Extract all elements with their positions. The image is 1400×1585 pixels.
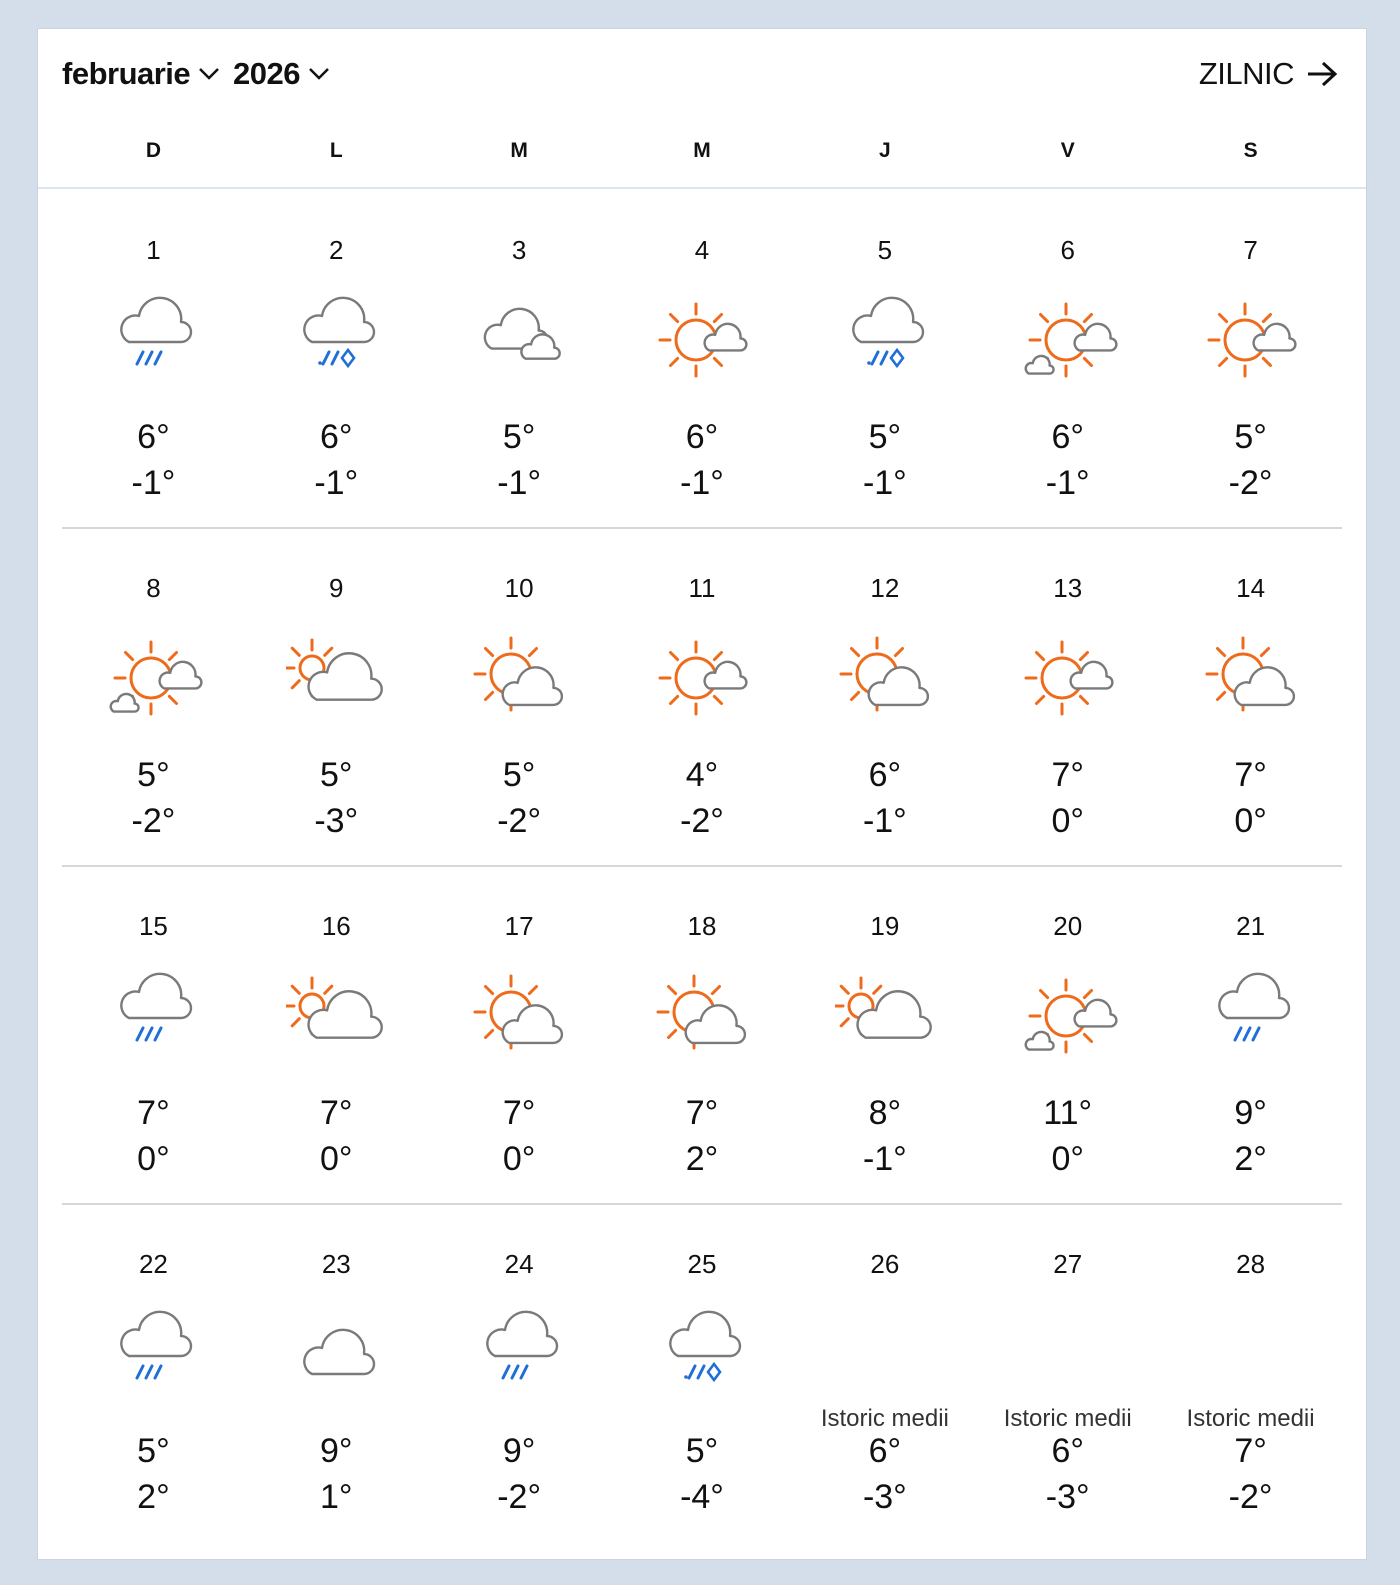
historical-average-label: Istoric medii: [820, 1405, 949, 1432]
day-number: 25: [687, 1249, 717, 1279]
max-temperature: 7°: [1051, 756, 1084, 794]
max-temperature: 7°: [320, 1094, 353, 1132]
min-temperature: 2°: [1234, 1140, 1267, 1178]
sun-small-cloud-icon: [652, 296, 752, 386]
max-temperature: 7°: [1234, 1432, 1267, 1470]
max-temperature: 9°: [320, 1432, 353, 1470]
max-temperature: 7°: [1234, 756, 1267, 794]
day-number: 2: [329, 235, 344, 265]
day-cell[interactable]: [1159, 867, 1342, 1203]
day-cell[interactable]: [428, 1205, 611, 1543]
day-cell[interactable]: [62, 191, 245, 527]
day-number: 17: [504, 911, 534, 941]
mostly-cloudy-icon: [286, 972, 386, 1062]
day-number: 1: [146, 235, 161, 265]
day-cell[interactable]: [428, 529, 611, 865]
day-number: 21: [1236, 911, 1266, 941]
max-temperature: 9°: [1234, 1094, 1267, 1132]
sun-small-cloud-icon: [1201, 296, 1301, 386]
day-cell[interactable]: [245, 867, 428, 1203]
day-cell[interactable]: [428, 867, 611, 1203]
min-temperature: -1°: [1045, 464, 1090, 502]
min-temperature: -1°: [862, 464, 907, 502]
partly-cloudy-icon: [469, 972, 569, 1062]
cloud-rain-icon: [103, 1310, 203, 1400]
min-temperature: -3°: [1045, 1478, 1090, 1516]
cloudy-single-icon: [286, 1310, 386, 1400]
day-cell[interactable]: [793, 867, 976, 1203]
cloud-rain-icon: [469, 1310, 569, 1400]
max-temperature: 7°: [137, 1094, 170, 1132]
cloud-sleet-icon: [286, 296, 386, 386]
weekday-header-row: [38, 129, 1366, 189]
min-temperature: 0°: [137, 1140, 170, 1178]
min-temperature: -1°: [131, 464, 176, 502]
min-temperature: -2°: [497, 802, 542, 840]
max-temperature: 5°: [685, 1432, 719, 1470]
max-temperature: 5°: [868, 418, 902, 456]
month-dropdown[interactable]: [62, 57, 220, 91]
historical-average-label: Istoric medii: [1003, 1405, 1132, 1432]
min-temperature: -2°: [131, 802, 176, 840]
max-temperature: 5°: [1234, 418, 1267, 456]
min-temperature: -1°: [314, 464, 359, 502]
max-temperature: 5°: [137, 756, 170, 794]
day-number: 4: [694, 235, 710, 265]
day-cell[interactable]: [793, 191, 976, 527]
max-temperature: 6°: [685, 418, 719, 456]
day-number: 3: [511, 235, 527, 265]
min-temperature: 0°: [1051, 802, 1084, 840]
calendar-header: [38, 29, 1366, 124]
sun-two-clouds-icon: [1018, 296, 1118, 386]
day-number: 5: [877, 235, 893, 265]
day-cell[interactable]: [976, 191, 1159, 527]
day-cell[interactable]: [1159, 529, 1342, 865]
max-temperature: 9°: [502, 1432, 536, 1470]
day-cell[interactable]: [1159, 191, 1342, 527]
min-temperature: -1°: [862, 1140, 907, 1178]
weekday-label: D: [145, 139, 161, 162]
max-temperature: 5°: [502, 418, 536, 456]
day-cell[interactable]: [245, 529, 428, 865]
day-cell[interactable]: [62, 867, 245, 1203]
partly-cloudy-icon: [835, 634, 935, 724]
day-cell[interactable]: [793, 529, 976, 865]
cloudy-icon: [469, 296, 569, 386]
week-row: [62, 191, 1342, 529]
min-temperature: 0°: [1051, 1140, 1084, 1178]
month-value: februarie: [62, 56, 191, 91]
max-temperature: 5°: [137, 1432, 170, 1470]
year-dropdown[interactable]: [233, 57, 330, 91]
day-number: 13: [1053, 573, 1083, 603]
day-cell[interactable]: [793, 1205, 976, 1543]
min-temperature: -3°: [862, 1478, 907, 1516]
day-number: 18: [687, 911, 717, 941]
day-number: 24: [504, 1249, 534, 1279]
day-cell[interactable]: [245, 191, 428, 527]
cloud-rain-icon: [1201, 972, 1301, 1062]
day-cell[interactable]: [62, 529, 245, 865]
max-temperature: 7°: [502, 1094, 536, 1132]
min-temperature: -1°: [862, 802, 907, 840]
weather-calendar-card: [37, 28, 1367, 1560]
min-temperature: -2°: [1228, 1478, 1273, 1516]
max-temperature: 7°: [685, 1094, 719, 1132]
cloud-sleet-icon: [652, 1310, 752, 1400]
min-temperature: -2°: [680, 802, 724, 840]
day-cell[interactable]: [976, 529, 1159, 865]
max-temperature: 5°: [320, 756, 353, 794]
day-number: 19: [870, 911, 900, 941]
min-temperature: 2°: [137, 1478, 170, 1516]
sun-small-cloud-icon: [1018, 634, 1118, 724]
weekday-label: J: [879, 139, 891, 162]
max-temperature: 8°: [868, 1094, 902, 1132]
day-cell[interactable]: [62, 1205, 245, 1543]
day-number: 16: [321, 911, 351, 941]
min-temperature: 0°: [502, 1140, 536, 1178]
min-temperature: 0°: [1234, 802, 1267, 840]
sun-two-clouds-icon: [103, 634, 203, 724]
day-number: 27: [1053, 1249, 1083, 1279]
day-cell[interactable]: [611, 529, 794, 865]
partly-cloudy-icon: [652, 972, 752, 1062]
partly-cloudy-icon: [469, 634, 569, 724]
min-temperature: -2°: [1228, 464, 1273, 502]
min-temperature: 1°: [320, 1478, 353, 1516]
day-number: 9: [329, 573, 344, 603]
min-temperature: 0°: [320, 1140, 353, 1178]
day-number: 15: [138, 911, 168, 941]
max-temperature: 6°: [868, 756, 902, 794]
min-temperature: -1°: [680, 464, 724, 502]
mostly-cloudy-icon: [286, 634, 386, 724]
max-temperature: 6°: [320, 418, 353, 456]
weekday-label: S: [1243, 139, 1258, 162]
day-number: 7: [1243, 235, 1258, 265]
day-number: 11: [688, 573, 716, 603]
week-row: [62, 1205, 1342, 1543]
day-number: 28: [1236, 1249, 1266, 1279]
weekday-label: V: [1060, 139, 1075, 162]
day-cell[interactable]: [1159, 1205, 1342, 1543]
day-number: 6: [1060, 235, 1075, 265]
weekday-label: M: [693, 139, 711, 162]
cloud-sleet-icon: [835, 296, 935, 386]
week-row: [62, 867, 1342, 1205]
sun-small-cloud-icon: [652, 634, 752, 724]
cloud-rain-icon: [103, 972, 203, 1062]
min-temperature: -2°: [497, 1478, 542, 1516]
max-temperature: 6°: [1051, 418, 1084, 456]
mostly-cloudy-icon: [835, 972, 935, 1062]
max-temperature: 5°: [502, 756, 536, 794]
day-cell[interactable]: [976, 1205, 1159, 1543]
day-number: 23: [321, 1249, 351, 1279]
min-temperature: 2°: [685, 1140, 719, 1178]
day-cell[interactable]: [245, 1205, 428, 1543]
max-temperature: 6°: [1051, 1432, 1084, 1470]
day-number: 22: [138, 1249, 168, 1279]
max-temperature: 6°: [868, 1432, 902, 1470]
day-cell[interactable]: [976, 867, 1159, 1203]
day-number: 8: [146, 573, 161, 603]
day-number: 12: [870, 573, 900, 603]
day-number: 26: [870, 1249, 900, 1279]
weekday-label: L: [329, 139, 343, 162]
historical-average-label: Istoric medii: [1186, 1405, 1315, 1432]
max-temperature: 6°: [137, 418, 170, 456]
day-cell[interactable]: [611, 1205, 794, 1543]
day-number: 14: [1236, 573, 1266, 603]
min-temperature: -1°: [497, 464, 542, 502]
day-cell[interactable]: [611, 191, 794, 527]
cloud-rain-icon: [103, 296, 203, 386]
sun-two-clouds-icon: [1018, 972, 1118, 1062]
partly-cloudy-icon: [1201, 634, 1301, 724]
chevron-down-icon: [198, 67, 220, 81]
arrow-right-icon: [1306, 61, 1338, 87]
weekday-label: M: [510, 139, 528, 162]
daily-view-label: ZILNIC: [1198, 56, 1294, 91]
week-row: [62, 529, 1342, 867]
min-temperature: -4°: [680, 1478, 724, 1516]
max-temperature: 11°: [1043, 1094, 1093, 1132]
max-temperature: 4°: [685, 756, 719, 794]
day-number: 10: [504, 573, 534, 603]
year-value: 2026: [233, 56, 300, 91]
day-cell[interactable]: [428, 191, 611, 527]
daily-view-link[interactable]: [1199, 57, 1338, 91]
day-cell[interactable]: [611, 867, 794, 1203]
min-temperature: -3°: [314, 802, 359, 840]
day-number: 20: [1053, 911, 1083, 941]
chevron-down-icon: [308, 67, 330, 81]
calendar-grid: [62, 191, 1342, 1543]
